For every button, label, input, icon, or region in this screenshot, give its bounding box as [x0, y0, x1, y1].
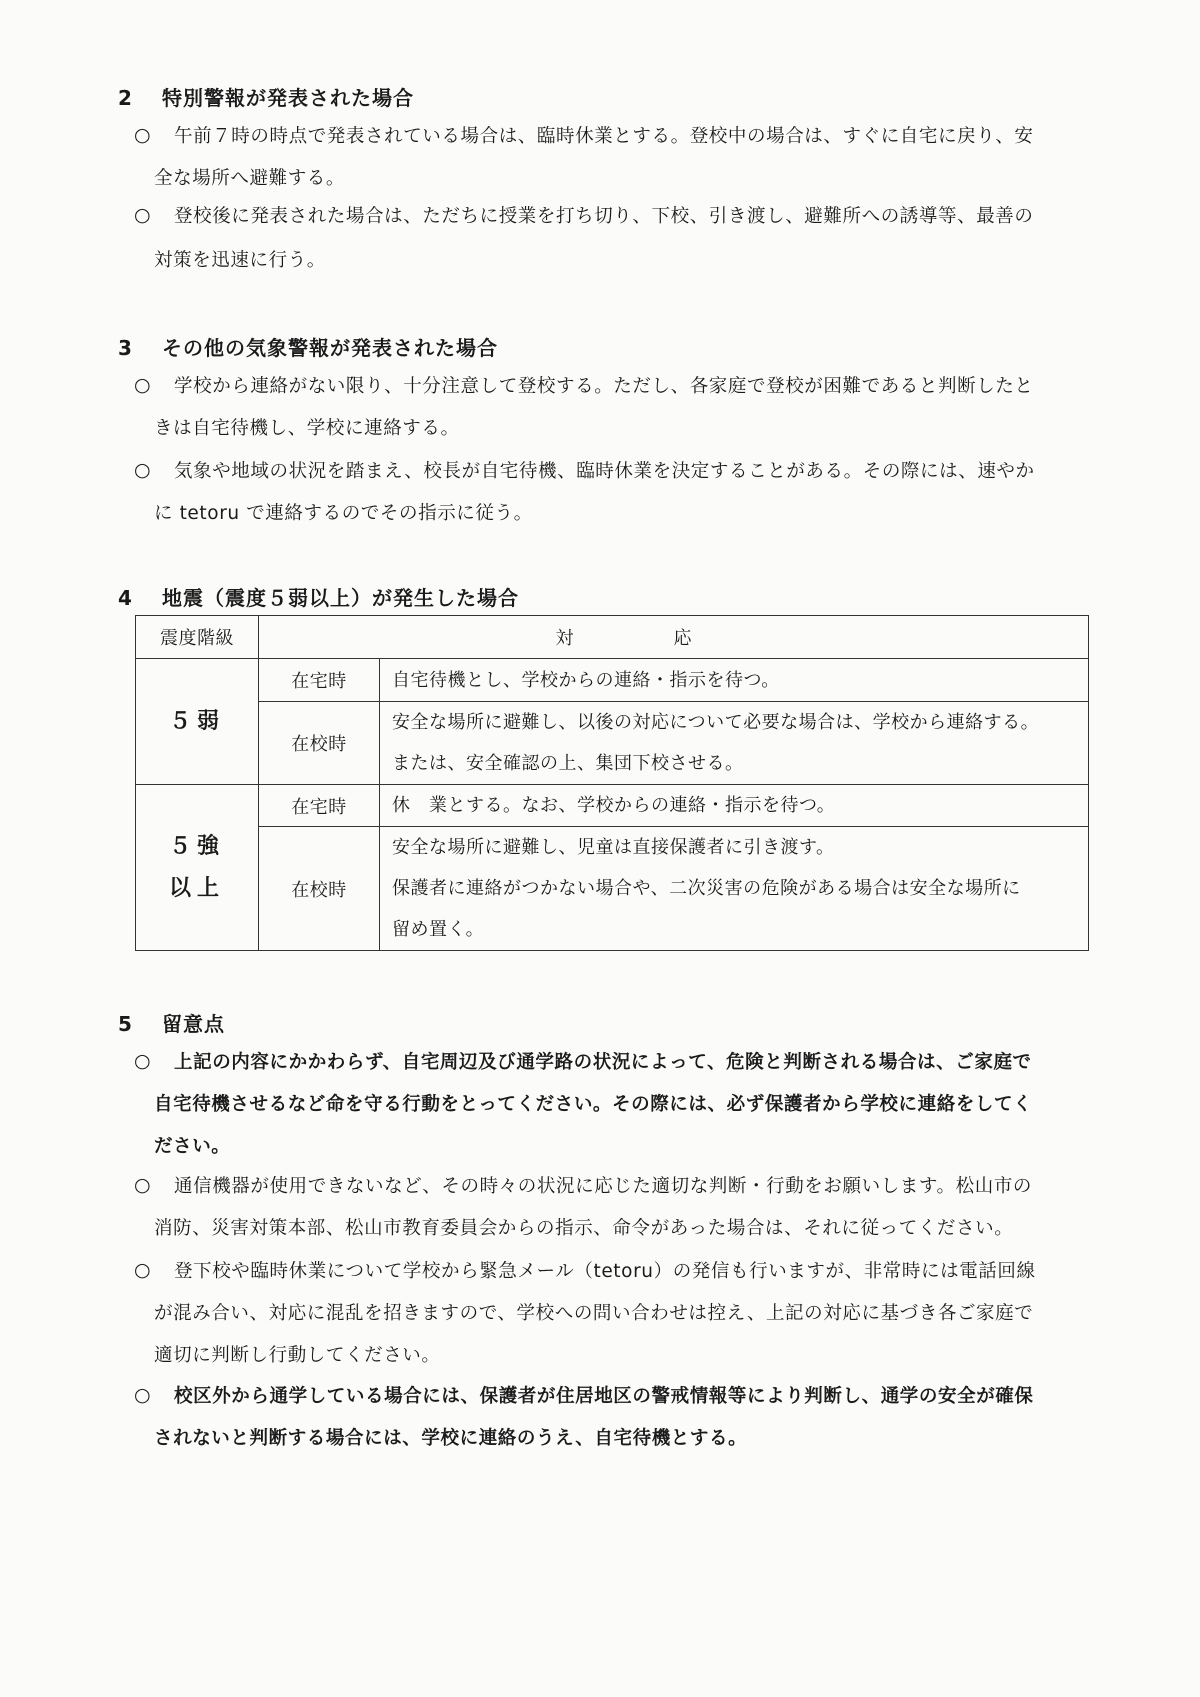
table-row	[136, 785, 1089, 827]
section-title: 地震（震度５弱以上）が発生した場合	[162, 586, 519, 610]
section-number: 2	[118, 86, 133, 110]
at-home-label: 在宅時	[259, 785, 380, 827]
at-school-label: 在校時	[259, 827, 380, 951]
at-school-label: 在校時	[259, 702, 380, 785]
item-line: されないと判断する場合には、学校に連絡のうえ、自宅待機とする。	[154, 1428, 748, 1449]
section-number: 4	[118, 586, 133, 610]
earthquake-response-table	[135, 615, 1089, 951]
at-school-response	[380, 702, 1089, 785]
header-response: 対応	[259, 616, 1089, 659]
at-home-label: 在宅時	[259, 659, 380, 702]
item-line: が混み合い、対応に混乱を招きますので、学校への問い合わせは控え、上記の対応に基づき各ご家庭で	[154, 1303, 1034, 1324]
level-cell: ５弱	[136, 659, 259, 785]
item-line: 適切に判断し行動してください。	[154, 1345, 441, 1366]
response-line: 留め置く。	[392, 919, 485, 940]
at-home-response: 休 業とする。なお、学校からの連絡・指示を待つ。	[380, 785, 1089, 827]
item-line: きは自宅待機し、学校に連絡する。	[154, 418, 460, 439]
level-cell	[136, 785, 259, 951]
section-number: 5	[118, 1012, 133, 1036]
item-line: 気象や地域の状況を踏まえ、校長が自宅待機、臨時休業を決定することがある。その際には、速やか	[174, 461, 1035, 482]
table-row	[136, 827, 1089, 951]
circle-bullet-icon: ○	[134, 1259, 151, 1281]
section-3-heading	[118, 332, 498, 361]
item-line: 上記の内容にかかわらず、自宅周辺及び通学路の状況によって、危険と判断される場合は、ご家庭で	[174, 1052, 1032, 1073]
response-line: 安全な場所に避難し、以後の対応について必要な場合は、学校から連絡する。	[392, 712, 1040, 733]
at-school-response	[380, 827, 1089, 951]
circle-bullet-icon: ○	[134, 459, 151, 481]
item-line: 午前７時の時点で発表されている場合は、臨時休業とする。登校中の場合は、すぐに自宅に戻り、安	[174, 126, 1034, 147]
item-line: 消防、災害対策本部、松山市教育委員会からの指示、命令があった場合は、それに従ってください。	[154, 1218, 1014, 1239]
circle-bullet-icon: ○	[134, 374, 151, 396]
section-4-heading	[118, 582, 519, 611]
circle-bullet-icon: ○	[134, 204, 151, 226]
item-line: 登下校や臨時休業について学校から緊急メール（tetoru）の発信も行いますが、非常時には電話回線	[174, 1261, 1036, 1282]
item-line: 通信機器が使用できないなど、その時々の状況に応じた適切な判断・行動をお願いします。松山市の	[174, 1176, 1033, 1197]
level-line: 以上	[168, 875, 225, 901]
item-line: 自宅待機させるなど命を守る行動をとってください。その際には、必ず保護者から学校に連絡をしてく	[154, 1094, 1033, 1115]
item-line: 登校後に発表された場合は、ただちに授業を打ち切り、下校、引き渡し、避難所への誘導等、最善の	[174, 206, 1034, 227]
table-row	[136, 659, 1089, 702]
at-home-response: 自宅待機とし、学校からの連絡・指示を待つ。	[380, 659, 1089, 702]
item-line: に tetoru で連絡するのでその指示に従う。	[154, 503, 533, 524]
item-line: 学校から連絡がない限り、十分注意して登校する。ただし、各家庭で登校が困難であると判断したと	[174, 376, 1034, 397]
section-2-heading	[118, 82, 414, 111]
circle-bullet-icon: ○	[134, 1174, 151, 1196]
item-line: ださい。	[154, 1136, 231, 1157]
response-line: 安全な場所に避難し、児童は直接保護者に引き渡す。	[392, 837, 835, 858]
level-line: ５強	[168, 833, 225, 859]
table-row	[136, 702, 1089, 785]
section-title: 留意点	[162, 1012, 225, 1036]
item-line: 全な場所へ避難する。	[154, 168, 346, 189]
header-level: 震度階級	[136, 616, 259, 659]
circle-bullet-icon: ○	[134, 1384, 151, 1406]
item-line: 対策を迅速に行う。	[154, 250, 326, 271]
response-line: 保護者に連絡がつかない場合や、二次災害の危険がある場合は安全な場所に	[392, 878, 1021, 899]
circle-bullet-icon: ○	[134, 124, 151, 146]
table-header-row	[136, 616, 1089, 659]
circle-bullet-icon: ○	[134, 1050, 151, 1072]
section-number: 3	[118, 336, 133, 360]
section-title: 特別警報が発表された場合	[162, 86, 414, 110]
item-line: 校区外から通学している場合には、保護者が住居地区の警戒情報等により判断し、通学の安全が確保	[174, 1386, 1034, 1407]
response-line: または、安全確認の上、集団下校させる。	[392, 753, 744, 774]
section-5-heading	[118, 1008, 225, 1037]
section-title: その他の気象警報が発表された場合	[162, 336, 498, 360]
